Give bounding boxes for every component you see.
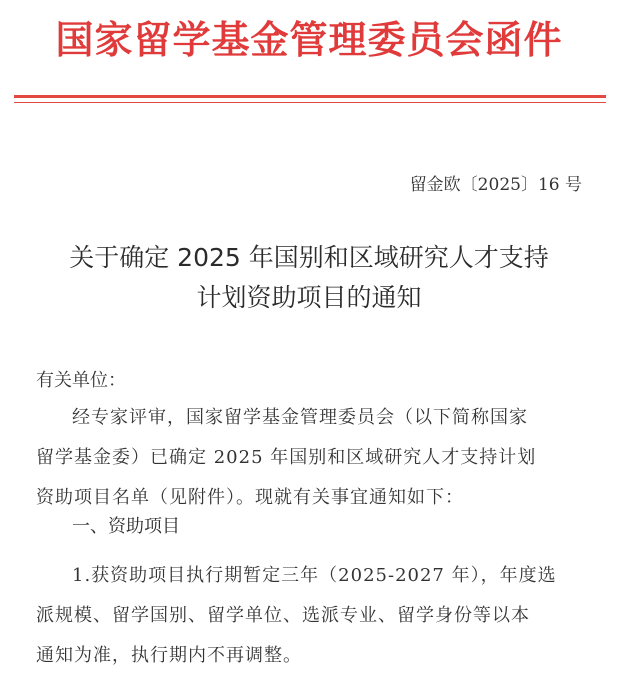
item-1-paragraph bbox=[36, 556, 586, 673]
document-title bbox=[20, 238, 598, 318]
salutation: 有关单位： bbox=[36, 370, 126, 391]
letterhead-title: 国家留学基金管理委员会函件 bbox=[55, 17, 563, 62]
intro-line: 留学基金委）已确定 2025 年国别和区域研究人才支持计划 bbox=[36, 447, 537, 468]
intro-line: 经专家评审，国家留学基金管理委员会（以下简称国家 bbox=[72, 407, 528, 428]
document-title-line: 计划资助项目的通知 bbox=[196, 283, 422, 312]
document-number: 留金欧〔2025〕16 号 bbox=[409, 175, 582, 195]
item-1-line: 通知为准，执行期内不再调整。 bbox=[36, 645, 302, 666]
intro-line: 资助项目名单（见附件）。现就有关事宜通知如下： bbox=[36, 487, 464, 508]
intro-paragraph bbox=[36, 398, 586, 518]
section-heading: 一、资助项目 bbox=[72, 516, 180, 537]
letterhead-rule-thick bbox=[14, 95, 606, 98]
item-1-line: 1.获资助项目执行期暂定三年（2025-2027 年），年度选 bbox=[72, 565, 557, 586]
document-title-line: 关于确定 2025 年国别和区域研究人才支持 bbox=[69, 243, 549, 272]
item-1-line: 派规模、留学国别、留学单位、选派专业、留学身份等以本 bbox=[36, 605, 530, 626]
letterhead-rule-thin bbox=[14, 102, 606, 103]
